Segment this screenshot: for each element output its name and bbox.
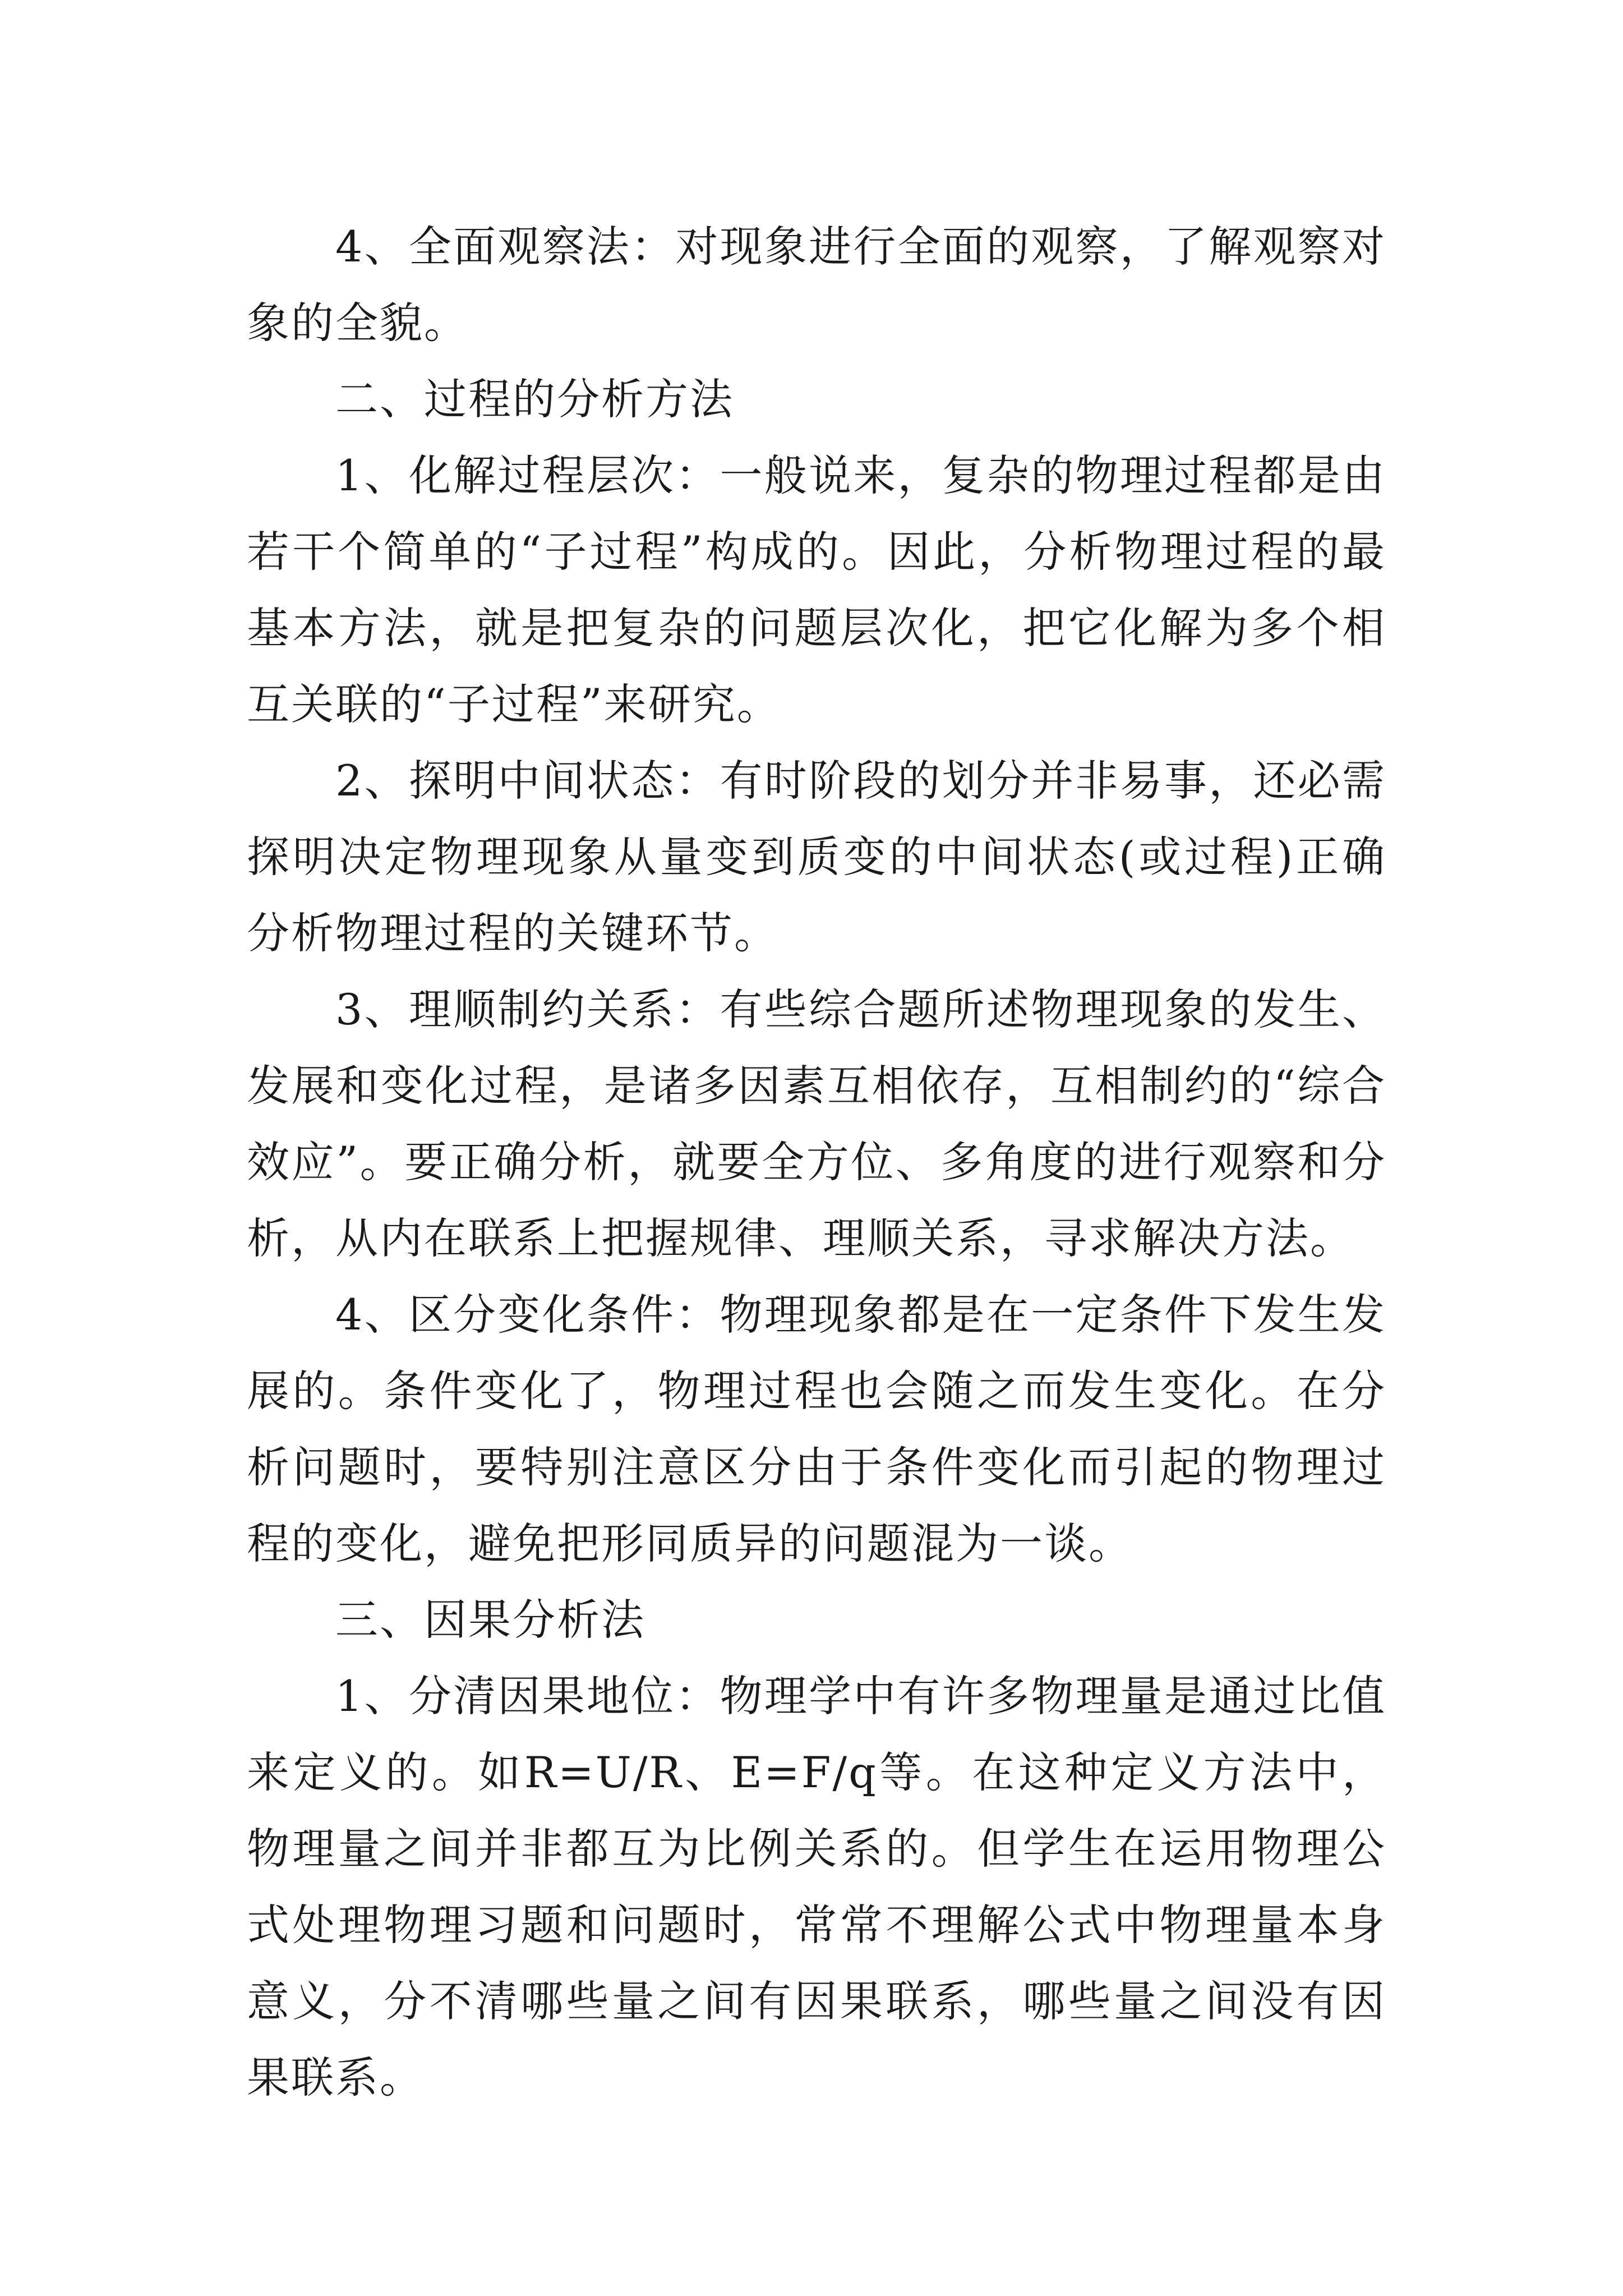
paragraph-intermediate-state: 2、探明中间状态：有时阶段的划分并非易事，还必需探明决定物理现象从量变到质变的中间状态(或过程)正确分析物理过程的关键环节。 — [247, 756, 1386, 958]
heading-process-analysis: 二、过程的分析方法 — [335, 374, 734, 424]
document-body — [247, 209, 1386, 2116]
paragraph-process-levels: 1、化解过程层次：一般说来，复杂的物理过程都是由若干个简单的“子过程”构成的。因此，分析物理过程的最基本方法，就是把复杂的问题层次化，把它化解为多个相互关联的“子过程”来研究。 — [247, 450, 1386, 729]
paragraph-constraint-relations: 3、理顺制约关系：有些综合题所述物理现象的发生、发展和变化过程，是诸多因素互相依存，互相制约的“综合效应”。要正确分析，就要全方位、多角度的进行观察和分析，从内在联系上把握规律、理顺关系，寻求解决方法。 — [247, 984, 1386, 1263]
paragraph-change-conditions: 4、区分变化条件：物理现象都是在一定条件下发生发展的。条件变化了，物理过程也会随之而发生变化。在分析问题时，要特别注意区分由于条件变化而引起的物理过程的变化，避免把形同质异的问题混为一谈。 — [247, 1290, 1386, 1568]
heading-causal-analysis: 三、因果分析法 — [335, 1595, 645, 1645]
paragraph-observation-method: 4、全面观察法：对现象进行全面的观察，了解观察对象的全貌。 — [247, 222, 1386, 348]
paragraph-causal-status: 1、分清因果地位：物理学中有许多物理量是通过比值来定义的。如R=U/R、E=F/q等。在这种定义方法中，物理量之间并非都互为比例关系的。但学生在运用物理公式处理物理习题和问题时，常常不理解公式中物理量本身意义，分不清哪些量之间有因果联系，哪些量之间没有因果联系。 — [247, 1671, 1386, 2102]
